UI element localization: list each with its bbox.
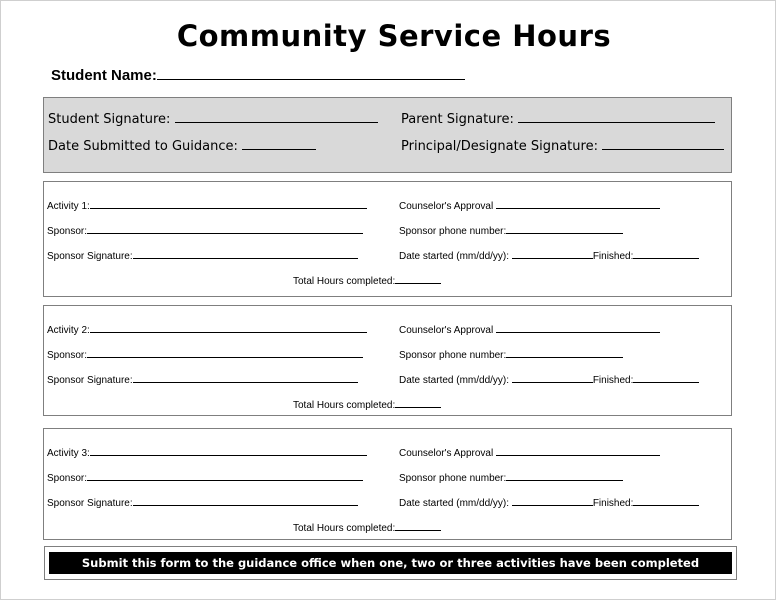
- sponsor-phone-row: [399, 223, 623, 238]
- date-started-field[interactable]: [512, 495, 593, 506]
- student-name-field[interactable]: [157, 66, 465, 80]
- sponsor-signature-field[interactable]: [133, 495, 358, 506]
- finished-field[interactable]: [633, 495, 699, 506]
- total-hours-field[interactable]: [395, 273, 441, 284]
- date-started-label: Date started (mm/dd/yy):: [399, 375, 510, 386]
- date-started-label: Date started (mm/dd/yy):: [399, 498, 510, 509]
- total-hours-field[interactable]: [395, 397, 441, 408]
- activity-row: [47, 198, 367, 213]
- sponsor-row: [47, 470, 363, 485]
- sponsor-phone-field[interactable]: [506, 223, 623, 234]
- counselor-approval-row: [399, 322, 660, 337]
- sponsor-phone-row: [399, 347, 623, 362]
- activity-box-1: [43, 181, 732, 297]
- date-started-label: Date started (mm/dd/yy):: [399, 251, 510, 262]
- sponsor-signature-label: Sponsor Signature:: [47, 375, 133, 386]
- sponsor-signature-row: [47, 248, 358, 263]
- activity-field[interactable]: [90, 445, 367, 456]
- total-hours-field[interactable]: [395, 520, 441, 531]
- sponsor-field[interactable]: [87, 470, 363, 481]
- principal-signature-row: [401, 136, 724, 155]
- footer-box: [44, 546, 737, 580]
- finished-label: Finished:: [592, 498, 634, 509]
- form-title: Community Service Hours: [176, 19, 612, 53]
- principal-signature-field[interactable]: [602, 136, 724, 150]
- date-started-field[interactable]: [512, 372, 593, 383]
- date-started-field[interactable]: [512, 248, 593, 259]
- activity-row: [47, 322, 367, 337]
- activity-field[interactable]: [90, 322, 367, 333]
- sponsor-phone-row: [399, 470, 623, 485]
- counselor-approval-label: Counselor's Approval: [399, 448, 494, 459]
- counselor-approval-field[interactable]: [496, 445, 660, 456]
- signature-box: [43, 97, 732, 173]
- date-started-row: [399, 495, 699, 510]
- activity-box-3: [43, 428, 732, 540]
- total-hours-label: Total Hours completed:: [293, 276, 396, 287]
- sponsor-phone-field[interactable]: [506, 347, 623, 358]
- activity-label: Activity 1:: [47, 201, 90, 212]
- date-submitted-field[interactable]: [242, 136, 316, 150]
- student-name-row: [51, 66, 465, 85]
- sponsor-signature-row: [47, 495, 358, 510]
- sponsor-signature-label: Sponsor Signature:: [47, 251, 133, 262]
- student-signature-label: Student Signature:: [48, 112, 171, 127]
- sponsor-phone-field[interactable]: [506, 470, 623, 481]
- sponsor-signature-field[interactable]: [133, 372, 358, 383]
- finished-field[interactable]: [633, 248, 699, 259]
- sponsor-label: Sponsor:: [47, 226, 88, 237]
- counselor-approval-row: [399, 198, 660, 213]
- sponsor-signature-field[interactable]: [133, 248, 358, 259]
- counselor-approval-label: Counselor's Approval: [399, 325, 494, 336]
- date-started-row: [399, 248, 699, 263]
- total-hours-row: [293, 397, 441, 412]
- sponsor-row: [47, 347, 363, 362]
- date-submitted-row: [48, 136, 316, 155]
- total-hours-row: [293, 273, 441, 288]
- student-name-label: Student Name:: [51, 67, 157, 84]
- sponsor-row: [47, 223, 363, 238]
- parent-signature-label: Parent Signature:: [401, 112, 514, 127]
- activity-label: Activity 3:: [47, 448, 90, 459]
- activity-label: Activity 2:: [47, 325, 90, 336]
- sponsor-label: Sponsor:: [47, 473, 88, 484]
- activity-row: [47, 445, 367, 460]
- sponsor-field[interactable]: [87, 347, 363, 358]
- student-signature-field[interactable]: [175, 109, 378, 123]
- finished-label: Finished:: [592, 375, 634, 386]
- counselor-approval-row: [399, 445, 660, 460]
- counselor-approval-label: Counselor's Approval: [399, 201, 494, 212]
- total-hours-label: Total Hours completed:: [293, 400, 396, 411]
- parent-signature-row: [401, 109, 715, 128]
- sponsor-signature-row: [47, 372, 358, 387]
- total-hours-label: Total Hours completed:: [293, 523, 396, 534]
- counselor-approval-field[interactable]: [496, 322, 660, 333]
- total-hours-row: [293, 520, 441, 535]
- principal-signature-label: Principal/Designate Signature:: [401, 139, 598, 154]
- sponsor-phone-label: Sponsor phone number:: [399, 350, 507, 361]
- sponsor-label: Sponsor:: [47, 350, 88, 361]
- student-signature-row: [48, 109, 378, 128]
- sponsor-signature-label: Sponsor Signature:: [47, 498, 133, 509]
- footer-instruction: Submit this form to the guidance office when one, two or three activities have been completed: [49, 552, 732, 574]
- finished-field[interactable]: [633, 372, 699, 383]
- date-submitted-label: Date Submitted to Guidance:: [48, 139, 238, 154]
- sponsor-field[interactable]: [87, 223, 363, 234]
- date-started-row: [399, 372, 699, 387]
- counselor-approval-field[interactable]: [496, 198, 660, 209]
- parent-signature-field[interactable]: [518, 109, 715, 123]
- finished-label: Finished:: [592, 251, 634, 262]
- sponsor-phone-label: Sponsor phone number:: [399, 226, 507, 237]
- sponsor-phone-label: Sponsor phone number:: [399, 473, 507, 484]
- activity-field[interactable]: [90, 198, 367, 209]
- activity-box-2: [43, 305, 732, 416]
